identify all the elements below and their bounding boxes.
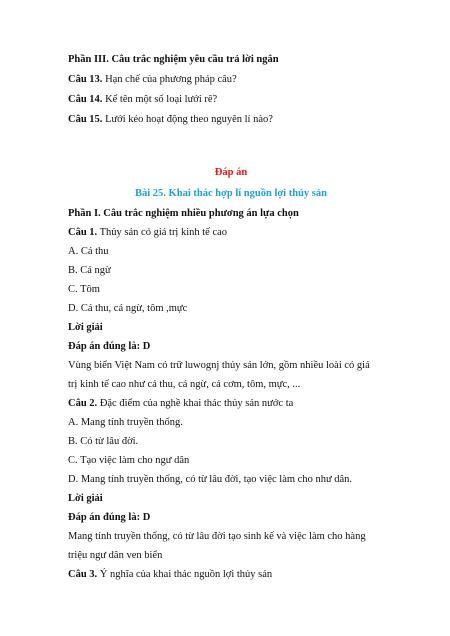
q2-option-c: C. Tạo việc làm cho ngư dân	[68, 455, 190, 466]
q2-option-b: B. Có từ lâu đời.	[68, 436, 139, 447]
q2-explanation-line-1: Mang tính truyền thống, có từ lâu đời tạo sinh kế và việc làm cho hàng	[68, 531, 366, 542]
question-2	[68, 397, 293, 411]
q1-explanation-line-2: trị kinh tế cao như cá thu, cá ngừ, cá cơm, tôm, mực, ...	[68, 379, 301, 390]
question-label: Câu 1.	[68, 227, 98, 238]
question-text: Thủy sản có giá trị kinh tế cao	[97, 227, 228, 238]
question-label: Câu 15.	[68, 114, 103, 125]
question-1	[68, 226, 227, 240]
q1-option-c: C. Tôm	[68, 284, 100, 295]
question-13	[68, 73, 237, 87]
question-label: Câu 2.	[68, 398, 98, 409]
question-text: Hạn chế của phương pháp câu?	[102, 74, 237, 85]
question-text: Kể tên một số loại lưới rê?	[102, 94, 218, 105]
lesson-title: Bài 25. Khai thác hợp lí nguồn lợi thủy sản	[135, 188, 327, 199]
answer-title: Đáp án	[214, 167, 248, 178]
q1-answer: Đáp án đúng là: D	[68, 341, 151, 352]
q1-explanation-line-1: Vùng biển Việt Nam có trữ luwognj thủy sản lớn, gồm nhiều loài có giá	[68, 360, 370, 371]
question-text: Lưới kéo hoạt động theo nguyên lí nào?	[102, 114, 273, 125]
q1-option-a: A. Cá thu	[68, 246, 109, 257]
q2-option-a: A. Mang tính truyền thống.	[68, 417, 183, 428]
q2-explanation-line-2: triệu ngư dân ven biển	[68, 550, 163, 561]
question-text: Đặc điểm của nghề khai thác thủy sản nước ta	[97, 398, 294, 409]
question-label: Câu 13.	[68, 74, 103, 85]
q2-option-d: D. Mang tính truyền thống, có từ lâu đời, tạo việc làm cho như dân.	[68, 474, 353, 485]
q1-option-b: B. Cá ngừ	[68, 265, 111, 276]
question-text: Ý nghĩa của khai thác nguồn lợi thủy sản	[97, 569, 273, 580]
q2-solution-label: Lời giải	[68, 493, 103, 504]
part3-heading: Phần III. Câu trắc nghiệm yêu cầu trả lời ngắn	[68, 54, 279, 65]
q1-option-d: D. Cá thu, cá ngừ, tôm ,mực	[68, 303, 188, 314]
question-label: Câu 14.	[68, 94, 103, 105]
question-3	[68, 568, 272, 582]
q1-solution-label: Lời giải	[68, 322, 103, 333]
question-14	[68, 93, 217, 107]
question-15	[68, 113, 273, 127]
part1-heading: Phần I. Câu trắc nghiệm nhiều phương án lựa chọn	[68, 208, 299, 219]
question-label: Câu 3.	[68, 569, 98, 580]
q2-answer: Đáp án đúng là: D	[68, 512, 151, 523]
